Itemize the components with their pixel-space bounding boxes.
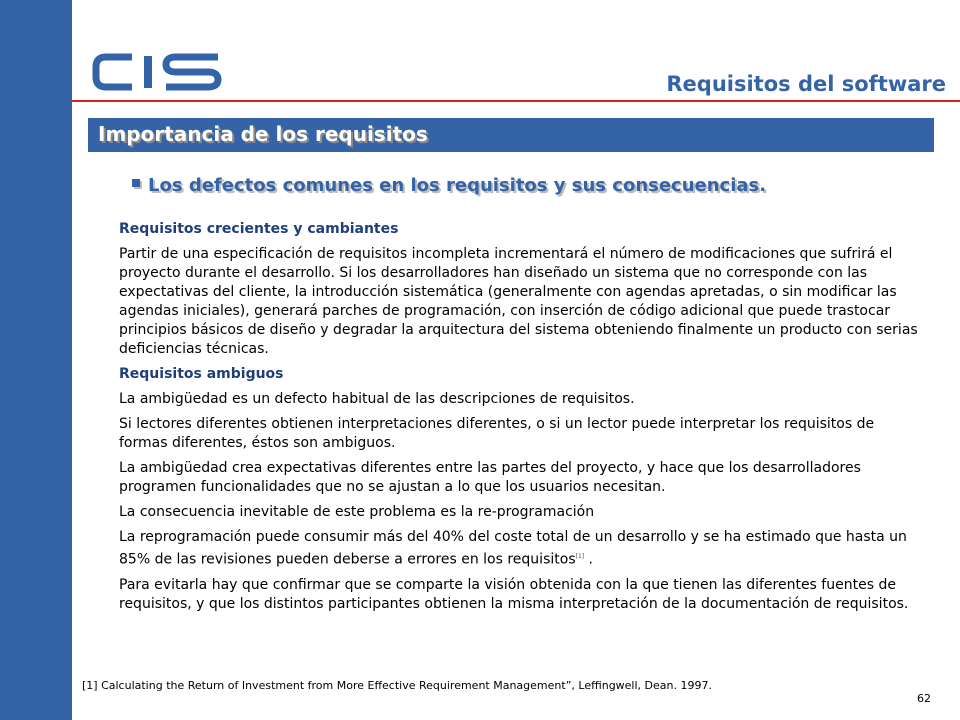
- slide-header-title: Requisitos del software: [666, 72, 946, 96]
- left-sidebar-bar: [0, 0, 72, 720]
- cis-logo: [92, 52, 226, 92]
- header-divider: [72, 100, 960, 102]
- section-title: Importancia de los requisitos: [98, 122, 428, 146]
- reprogramming-cost-end: .: [584, 551, 594, 568]
- bullet-heading-text: Los defectos comunes en los requisitos y sus consecuencias.: [148, 175, 767, 196]
- paragraph-avoid-reprogramming: Para evitarla hay que confirmar que se comparte la visión obtenida con la que tienen las diferentes fuentes de requisitos, y que los distintos participantes obtienen la misma interpretación de la documentación de requisitos.: [119, 576, 909, 612]
- body-content: [119, 220, 919, 620]
- subheading-ambiguous-requirements: Requisitos ambiguos: [119, 366, 284, 382]
- reprogramming-cost-text: La reprogramación puede consumir más del 40% del coste total de un desarrollo y se ha estimado que hasta un 85% de las revisiones pueden deberse a errores en los requisitos: [119, 529, 907, 568]
- paragraph-reprogramming-cost: [119, 528, 919, 570]
- subheading-growing-requirements: Requisitos crecientes y cambiantes: [119, 221, 399, 237]
- section-title-band: [88, 118, 934, 152]
- paragraph-readers-interpretations: Si lectores diferentes obtienen interpretaciones diferentes, o si un lector puede interpretar los requisitos de formas diferentes, éstos son ambiguos.: [119, 416, 875, 451]
- paragraph-reprogramming-consequence: La consecuencia inevitable de este problema es la re-programación: [119, 504, 595, 520]
- paragraph-ambiguity-expectations: La ambigüedad crea expectativas diferentes entre las partes del proyecto, y hace que los desarrolladores programen funcionalidades que no se ajustan a lo que los usuarios necesitan.: [119, 460, 861, 495]
- page-number: 62: [917, 692, 931, 705]
- footnote-reference[interactable]: [1]: [575, 553, 585, 560]
- square-bullet-icon: [132, 179, 140, 187]
- paragraph-ambiguity-defect: La ambigüedad es un defecto habitual de las descripciones de requisitos.: [119, 391, 635, 407]
- paragraph-incomplete-spec: Partir de una especificación de requisitos incompleta incrementará el número de modificaciones que sufrirá el proyecto durante el desarrollo. Si los desarrolladores han diseñado un sistema que no corresponde con las expectativas del cliente, la introducción sistemática (generalmente con agendas apretadas, o sin modificar las agendas iniciales), generará parches de programación, con inserción de código adicional que puede trastocar principios básicos de diseño y degradar la arquitectura del sistema obteniendo finalmente un producto con serias deficiencias técnicas.: [119, 246, 918, 357]
- bullet-heading: [132, 175, 922, 196]
- footnote: [1] Calculating the Return of Investment from More Effective Requirement Management”, Leffingwell, Dean. 1997.: [82, 679, 712, 692]
